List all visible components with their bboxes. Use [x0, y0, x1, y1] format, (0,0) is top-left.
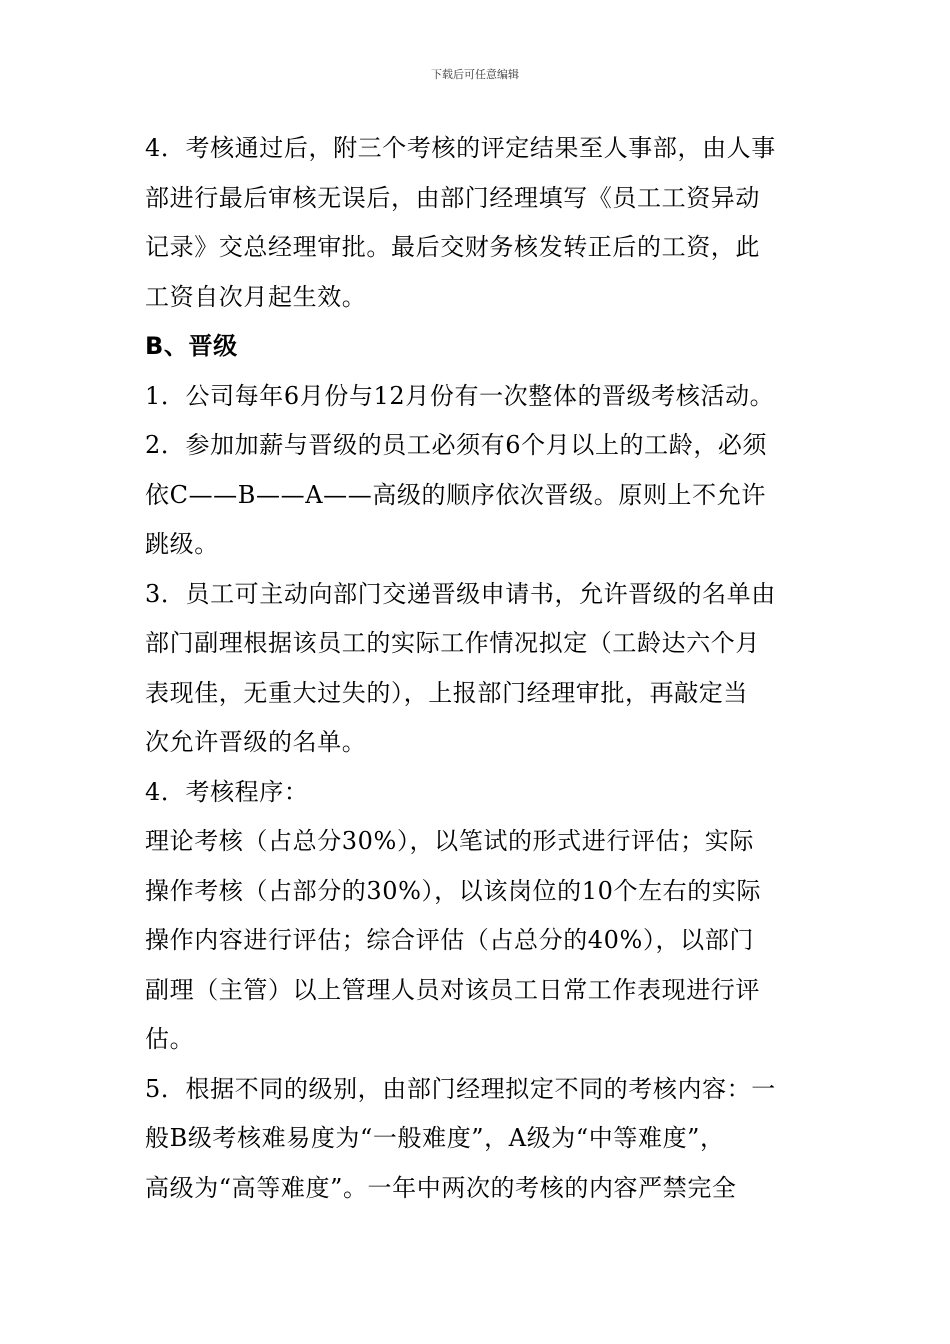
paragraph-line: 记录》交总经理审批。最后交财务核发转正后的工资，此 [145, 233, 760, 261]
page-header: 下载后可任意编辑 [431, 68, 519, 81]
paragraph-line: 4．考核程序： [145, 777, 309, 806]
paragraph-line: 4．考核通过后，附三个考核的评定结果至人事部，由人事 [145, 134, 776, 162]
paragraph-line: 部进行最后审核无误后，由部门经理填写《员工工资异动 [145, 183, 760, 212]
paragraph-line: 部门副理根据该员工的实际工作情况拟定（工龄达六个月 [145, 629, 760, 657]
paragraph-line: 高级为“高等难度”。一年中两次的考核的内容严禁完全 [145, 1173, 737, 1202]
paragraph-line: 跳级。 [145, 530, 219, 558]
paragraph-line: 表现佳，无重大过失的），上报部门经理审批，再敲定当 [145, 678, 748, 707]
paragraph-line: 2．参加加薪与晋级的员工必须有6个月以上的工龄，必须 [145, 431, 768, 459]
paragraph-line: 操作考核（占部分的30%），以该岗位的10个左右的实际 [145, 876, 762, 905]
paragraph-line: 工资自次月起生效。 [145, 282, 367, 311]
paragraph-line: 3．员工可主动向部门交递晋级申请书，允许晋级的名单由 [145, 579, 776, 608]
section-heading: B、晋级 [145, 332, 238, 360]
paragraph-line: 1．公司每年6月份与12月份有一次整体的晋级考核活动。 [145, 381, 775, 410]
paragraph-line: 5．根据不同的级别，由部门经理拟定不同的考核内容：一 [145, 1074, 776, 1103]
paragraph-line: 次允许晋级的名单。 [145, 728, 367, 756]
paragraph-line: 操作内容进行评估；综合评估（占总分的40%），以部门 [145, 926, 754, 954]
paragraph-line: 理论考核（占总分30%），以笔试的形式进行评估；实际 [145, 827, 754, 855]
document-body [145, 124, 810, 1213]
paragraph-line: 估。 [145, 1025, 195, 1053]
paragraph-line: 依C——B——A——高级的顺序依次晋级。原则上不允许 [145, 480, 766, 509]
paragraph-line: 般B级考核难易度为“一般难度”，A级为“中等难度”， [145, 1124, 725, 1152]
paragraph-line: 副理（主管）以上管理人员对该员工日常工作表现进行评 [145, 975, 760, 1004]
